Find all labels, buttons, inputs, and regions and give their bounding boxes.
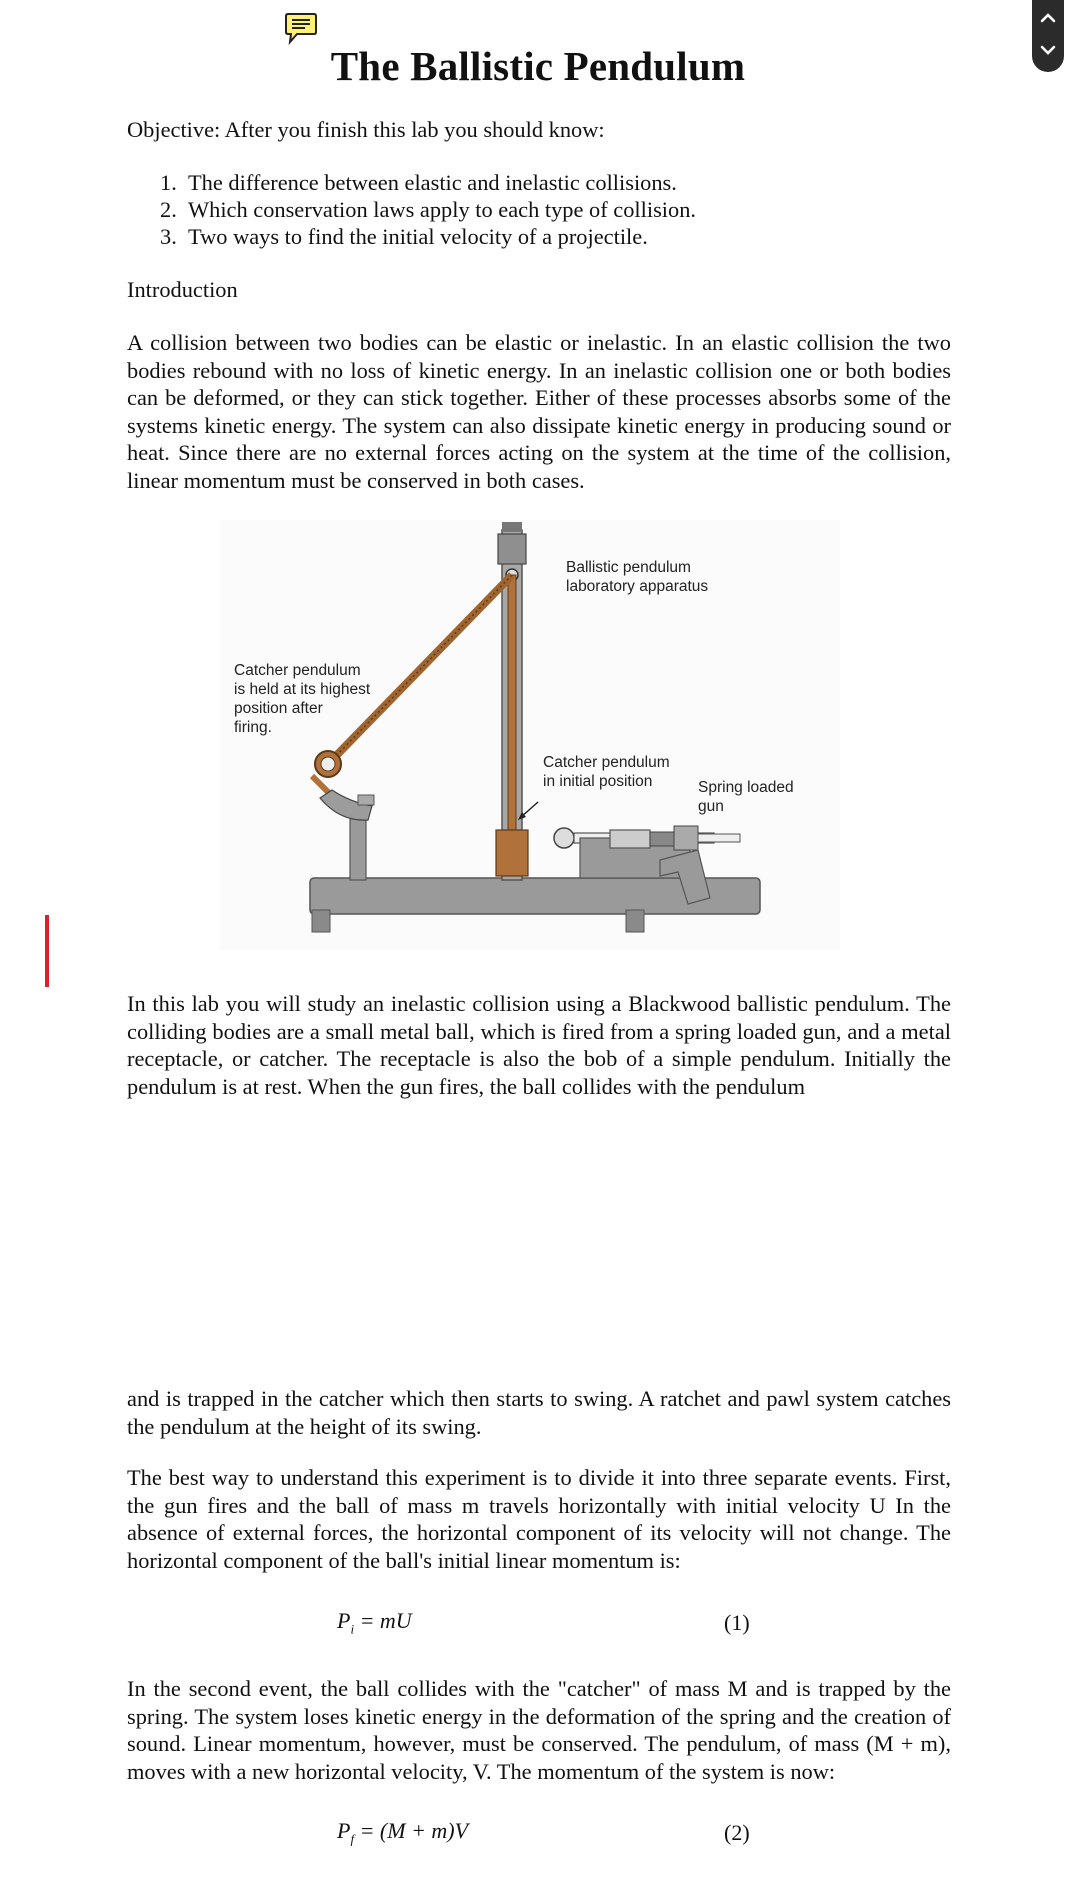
label-highest-line-2: is held at its highest — [234, 681, 371, 698]
text-cursor-marker — [45, 915, 49, 987]
label-apparatus-line-2: laboratory apparatus — [566, 578, 709, 595]
equation-1 — [337, 1608, 412, 1637]
comment-icon[interactable] — [283, 12, 319, 46]
events-paragraph: The best way to understand this experiment is to divide it into three separate events. First, the gun fires and the ball of mass m travels horizontally with initial velocity U In the absence of external forces, the horizontal component of its velocity will not change. The horizontal component of the ball's initial linear momentum is: — [127, 1465, 951, 1573]
equation-1-sub: i — [350, 1621, 355, 1637]
ballistic-pendulum-figure — [220, 520, 840, 950]
label-initial-line-2: in initial position — [543, 773, 653, 790]
objective-intro: Objective: After you finish this lab you should know: — [127, 117, 605, 142]
label-gun-line-1: Spring loaded — [698, 779, 794, 796]
second-event-paragraph: In the second event, the ball collides with the "catcher" of mass M and is trapped by the spring. The system loses kinetic energy in the deformation of the spring and the creation of sound. Linear momentum, however, must be conserved. The pendulum, of mass (M + m), moves with a new horizontal velocity, V. The momentum of the system is now: — [127, 1676, 951, 1784]
label-apparatus-line-1: Ballistic pendulum — [566, 559, 691, 576]
equation-2 — [337, 1818, 468, 1847]
intro-paragraph: A collision between two bodies can be elastic or inelastic. In an elastic collision the two bodies rebound with no loss of kinetic energy. In an inelastic collision one or both bodies can be deformed, or they can stick together. Either of these processes absorbs some of the systems kinetic energy. The system can also dissipate kinetic energy in producing sound or heat. Since there are no external forces acting on the system at the time of the collision, linear momentum must be conserved in both cases. — [127, 330, 951, 493]
equation-2-number: (2) — [724, 1820, 750, 1845]
continued-paragraph: and is trapped in the catcher which then starts to swing. A ratchet and pawl system catches the pendulum at the height of its swing. — [127, 1386, 951, 1439]
page-title: The Ballistic Pendulum — [330, 43, 746, 89]
equation-1-rhs: = mU — [354, 1608, 412, 1633]
label-highest-line-4: firing. — [234, 719, 272, 736]
equation-1-number: (1) — [724, 1610, 750, 1635]
label-highest-line-3: position after — [234, 700, 323, 717]
chevron-up-icon[interactable] — [1032, 2, 1064, 34]
section-heading-introduction: Introduction — [127, 277, 238, 302]
objective-item-3: 3. Two ways to find the initial velocity of a projectile. — [160, 224, 648, 249]
equation-1-lhs: P — [337, 1608, 351, 1633]
objective-item-1: 1. The difference between elastic and inelastic collisions. — [160, 170, 677, 195]
label-highest-line-1: Catcher pendulum — [234, 662, 361, 679]
equation-2-rhs: = (M + m)V — [354, 1818, 469, 1843]
equation-2-sub: f — [350, 1831, 355, 1847]
study-paragraph: In this lab you will study an inelastic collision using a Blackwood ballistic pendulum. The colliding bodies are a small metal ball, which is fired from a spring loaded gun, and a metal receptacle, or catcher. The receptacle is also the bob of a simple pendulum. Initially the pendulum is at rest. When the gun fires, the ball collides with the pendulum — [127, 991, 951, 1099]
label-gun-line-2: gun — [698, 798, 724, 815]
objective-item-2: 2. Which conservation laws apply to each type of collision. — [160, 197, 696, 222]
label-initial-line-1: Catcher pendulum — [543, 754, 670, 771]
equation-2-lhs: P — [337, 1818, 351, 1843]
